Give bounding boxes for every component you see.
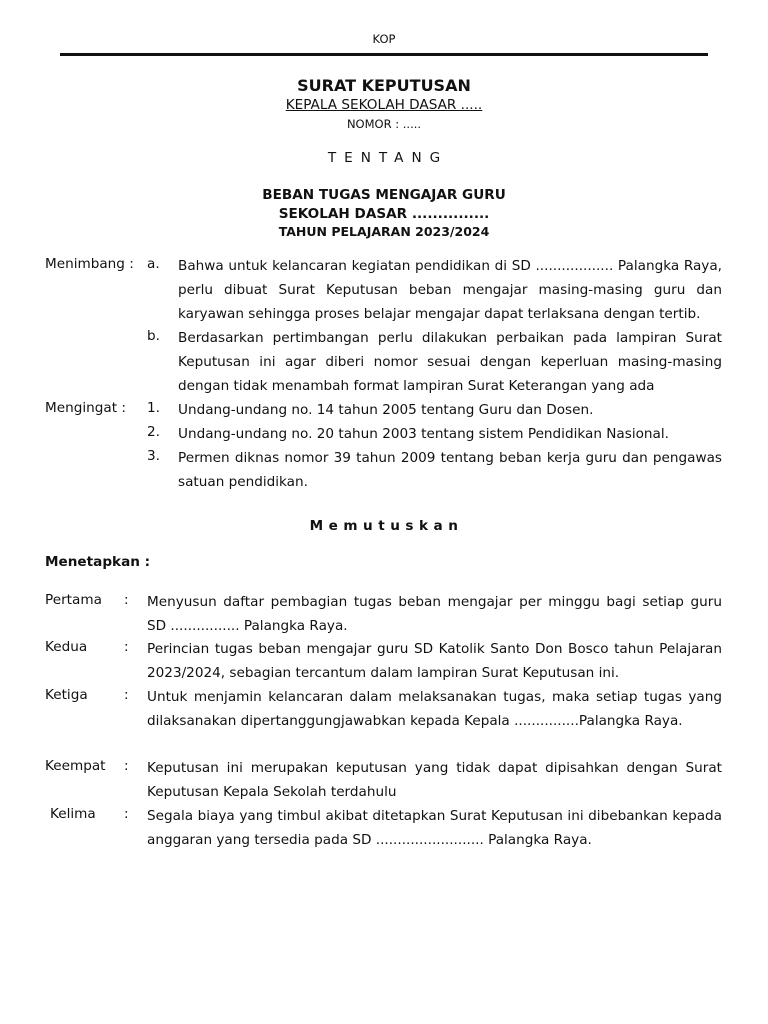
decision-label-pertama: Pertama <box>45 592 102 608</box>
decision-text-pertama: Menyusun daftar pembagian tugas beban mengajar per minggu bagi setiap guru SD ................ Palangka Raya. <box>147 594 722 634</box>
menimbang-item-b: Berdasarkan pertimbangan perlu dilakukan perbaikan pada lampiran Surat Keputusan ini agar diberi nomor sesuai dengan keperluan masing-masing dengan tidak menambah format lampiran Surat Keterangan yang ada <box>178 330 722 394</box>
mengingat-marker-2: 2. <box>147 424 160 440</box>
menimbang-marker-b: b. <box>147 328 160 344</box>
memutuskan-heading: Memutuskan <box>309 518 464 534</box>
decision-colon: : <box>124 592 129 608</box>
decision-text-keempat: Keputusan ini merupakan keputusan yang tidak dapat dipisahkan dengan Surat Keputusan Kepala Sekolah terdahulu <box>147 760 722 800</box>
document-title: SURAT KEPUTUSAN <box>297 76 471 95</box>
decision-text-kelima: Segala biaya yang timbul akibat ditetapkan Surat Keputusan ini dibebankan kepada anggaran yang tersedia pada SD ......................... Palangka Raya. <box>147 808 722 848</box>
about-line-2: SEKOLAH DASAR ............... <box>278 206 490 222</box>
document-subtitle <box>0 97 768 113</box>
header-rule <box>60 53 708 56</box>
decision-colon: : <box>124 687 129 703</box>
about-line-1: BEBAN TUGAS MENGAJAR GURU <box>262 187 506 203</box>
decision-text-ketiga: Untuk menjamin kelancaran dalam melaksanakan tugas, maka setiap tugas yang dilaksanakan dipertanggungjawabkan kepada Kepala ...............Palangka Raya. <box>147 689 722 729</box>
menetapkan-label: Menetapkan : <box>45 554 151 570</box>
decision-label-kelima: Kelima <box>50 806 96 822</box>
mengingat-marker-3: 3. <box>147 448 160 464</box>
decision-text-kedua: Perincian tugas beban mengajar guru SD Katolik Santo Don Bosco tahun Pelajaran 2023/2024, sebagian tercantum dalam lampiran Surat Keputusan ini. <box>147 641 722 681</box>
decision-label-kedua: Kedua <box>45 639 88 655</box>
about-line-3: TAHUN PELAJARAN 2023/2024 <box>278 224 490 239</box>
menimbang-marker-a: a. <box>147 256 160 272</box>
menimbang-item-a: Bahwa untuk kelancaran kegiatan pendidikan di SD .................. Palangka Raya, perlu dibuat Surat Keputusan beban mengajar masing-masing guru dan karyawan sehingga proses belajar mengajar dapat terlaksana dengan tertib. <box>178 258 722 322</box>
tentang-heading: TENTANG <box>327 150 449 166</box>
decision-colon: : <box>124 758 129 774</box>
mengingat-item-1: Undang-undang no. 14 tahun 2005 tentang Guru dan Dosen. <box>178 402 594 418</box>
decision-colon: : <box>124 639 129 655</box>
document-number: NOMOR : ..... <box>346 117 422 131</box>
decision-label-ketiga: Ketiga <box>45 687 88 703</box>
decision-label-keempat: Keempat <box>45 758 106 774</box>
menimbang-label: Menimbang : <box>45 256 134 272</box>
mengingat-label: Mengingat : <box>45 400 126 416</box>
subtitle-text: KEPALA SEKOLAH DASAR ..... <box>285 97 483 113</box>
mengingat-item-2: Undang-undang no. 20 tahun 2003 tentang sistem Pendidikan Nasional. <box>178 426 669 442</box>
kop-placeholder: KOP <box>372 32 396 46</box>
mengingat-marker-1: 1. <box>147 400 160 416</box>
mengingat-item-3: Permen diknas nomor 39 tahun 2009 tentang beban kerja guru dan pengawas satuan pendidikan. <box>178 450 722 490</box>
decision-colon: : <box>124 806 129 822</box>
